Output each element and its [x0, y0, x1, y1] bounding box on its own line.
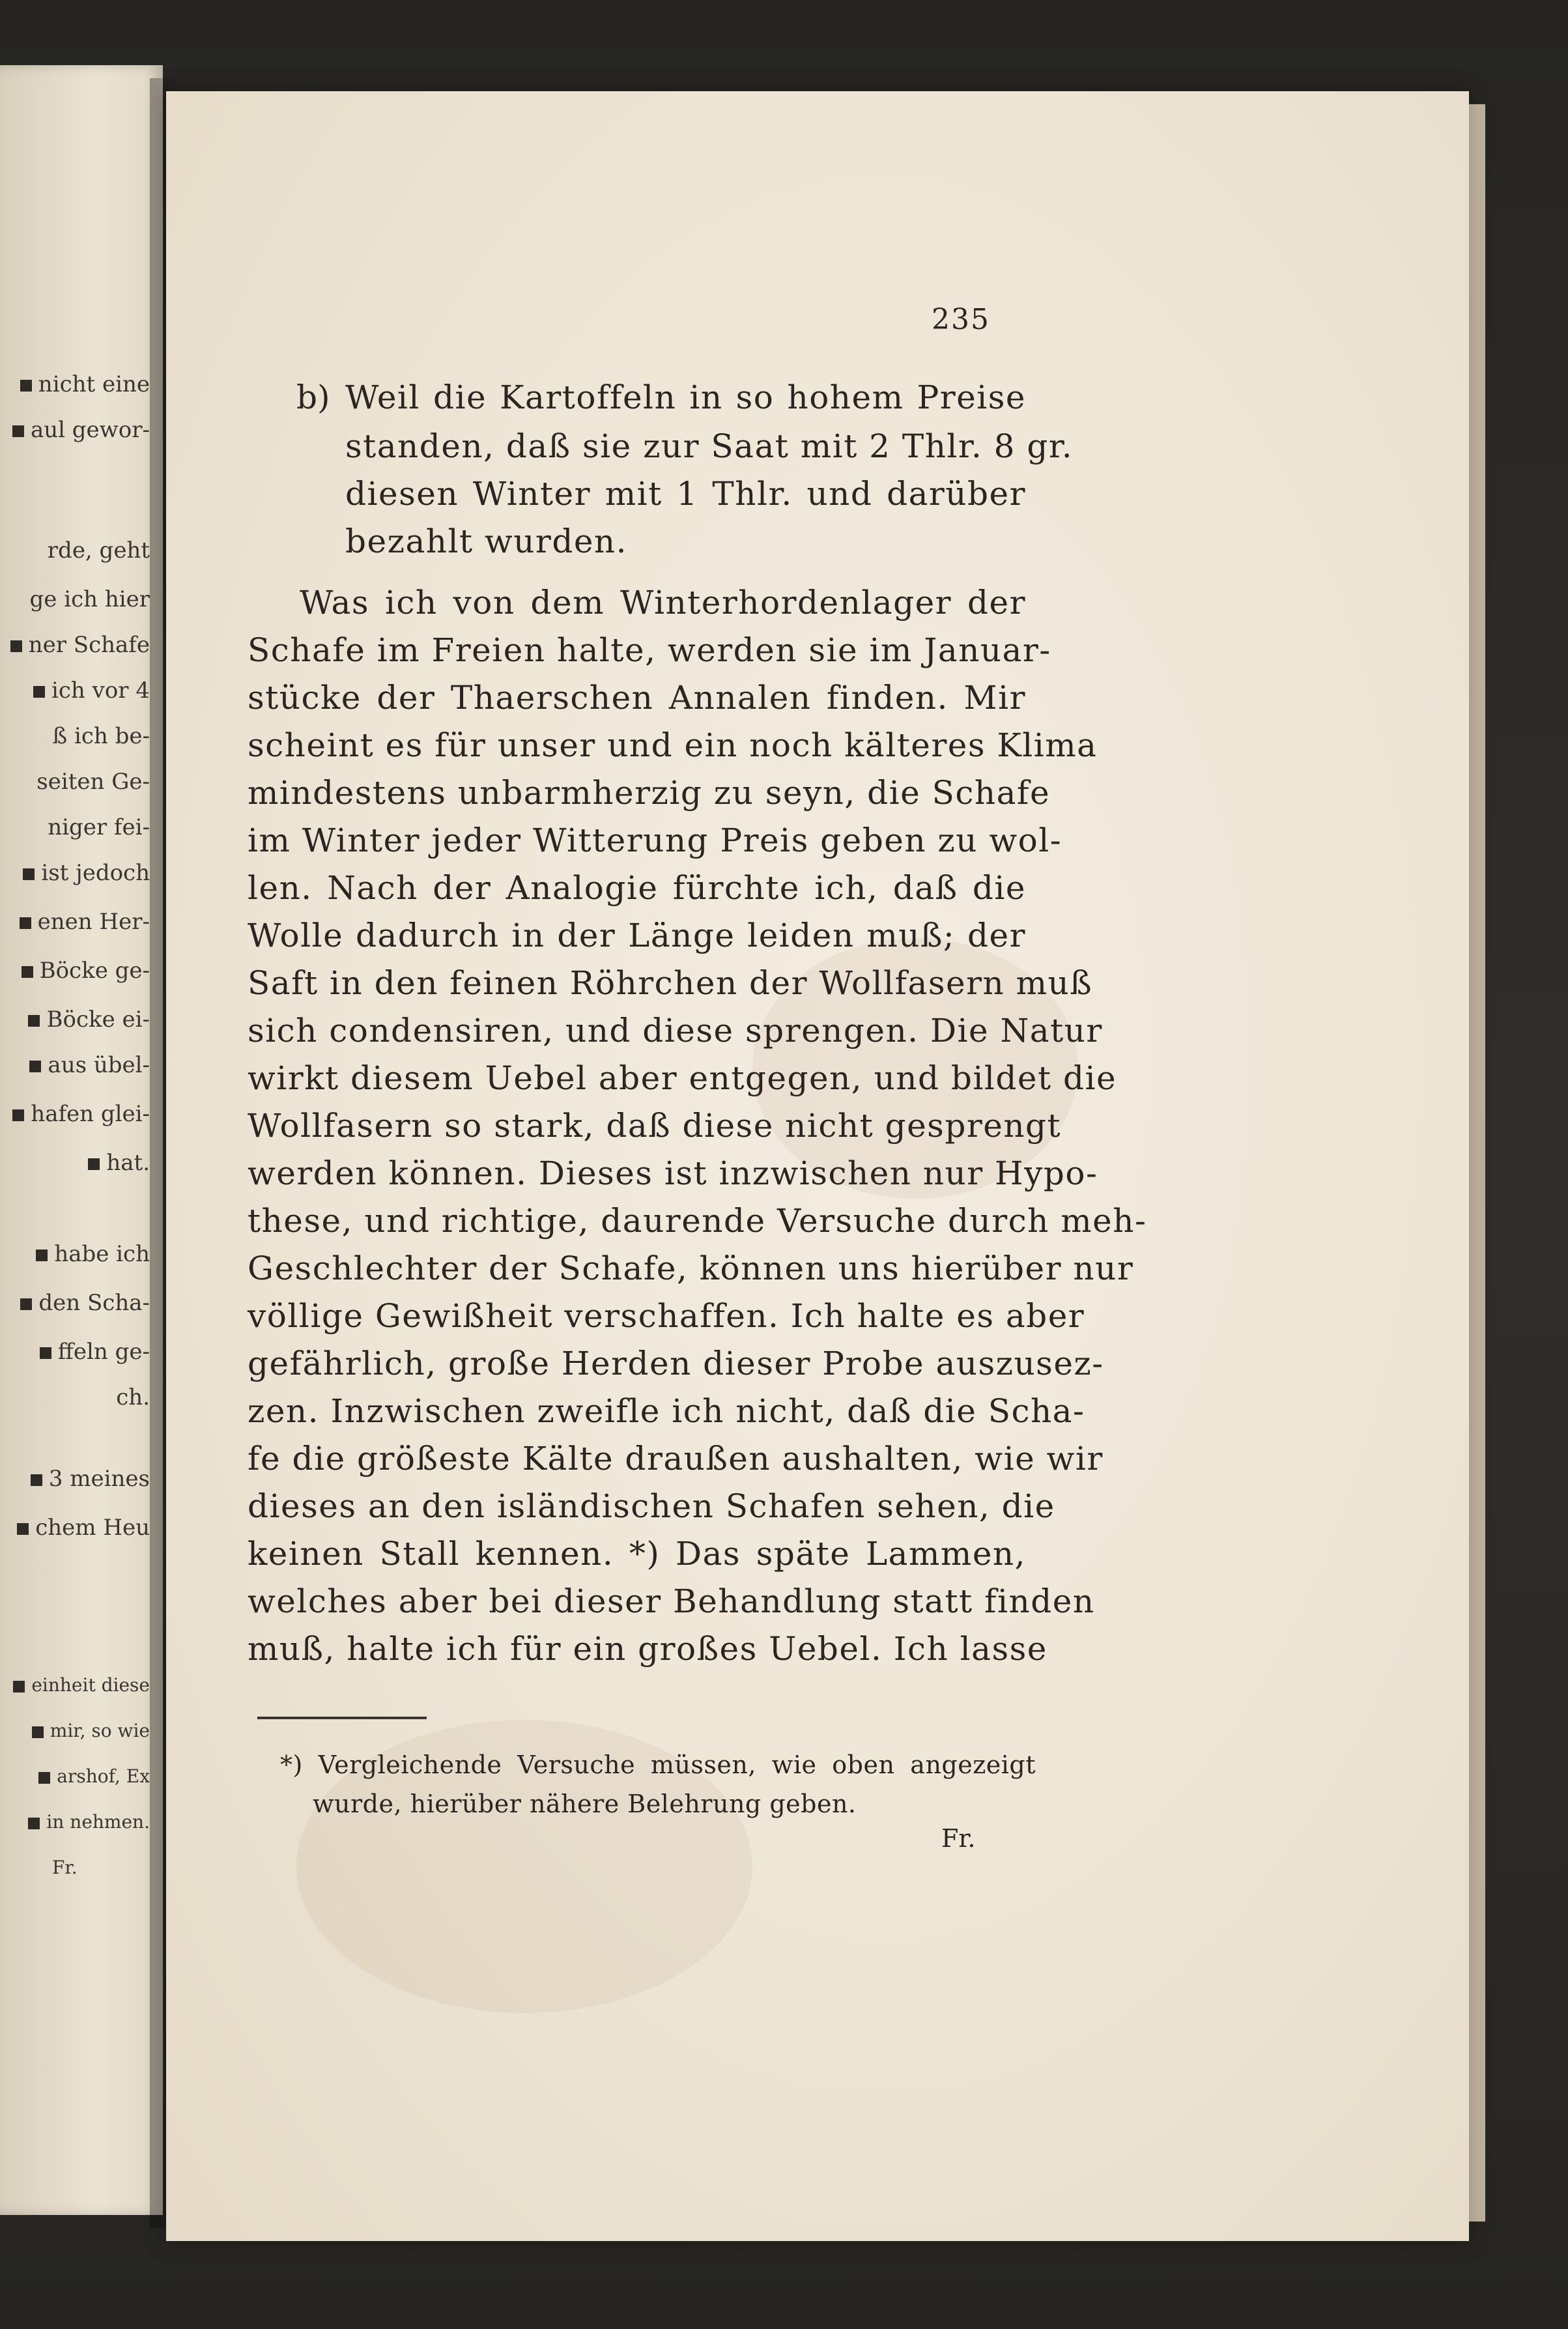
text-line: len. Nach der Analogie fürchte ich, daß die [248, 869, 1026, 907]
left-page-fragment: chem Heu [0, 1515, 163, 1541]
text-line: zen. Inzwischen zweifle ich nicht, daß die Scha- [248, 1392, 1085, 1430]
text-line: Wollfasern so stark, daß diese nicht gesprengt [248, 1107, 1062, 1145]
text-line: im Winter jeder Witterung Preis geben zu wol- [248, 822, 1062, 859]
footnote-line: wurde, hierüber nähere Belehrung geben. [313, 1790, 857, 1818]
left-page-fragment: hafen glei- [0, 1101, 163, 1127]
text-line: keinen Stall kennen. *) Das späte Lammen, [248, 1535, 1026, 1573]
left-page-fragment: hat. [0, 1150, 163, 1176]
left-page-fragment: Böcke ei- [0, 1007, 163, 1033]
text-line: werden können. Dieses ist inzwischen nur Hypo- [248, 1154, 1098, 1192]
text-line: Schafe im Freien halte, werden sie im Januar- [248, 631, 1051, 669]
left-page-fragment: niger fei- [48, 814, 150, 840]
text-line: Wolle dadurch in der Länge leiden muß; der [248, 917, 1026, 954]
text-line: dieses an den isländischen Schafen sehen, die [248, 1487, 1055, 1525]
text-line: bezahlt wurden. [345, 522, 628, 560]
left-page-fragment: habe ich [0, 1241, 163, 1267]
text-line: Geschlechter der Schafe, können uns hierüber nur [248, 1250, 1134, 1287]
left-page-fragment: nicht eine [0, 371, 163, 397]
left-page-fragment: einheit diese [0, 1674, 163, 1696]
left-page-fragment: ist jedoch [0, 860, 163, 886]
text-line: gefährlich, große Herden dieser Probe auszusez- [248, 1345, 1104, 1382]
text-line: völlige Gewißheit verschaffen. Ich halte es aber [248, 1297, 1085, 1335]
left-page-fragment: den Scha- [0, 1290, 163, 1316]
left-page-fragment: ner Schafe [0, 632, 163, 658]
left-page-fragment: in nehmen. [0, 1811, 163, 1833]
previous-page [0, 65, 163, 2215]
list-item-marker: b) [296, 379, 330, 416]
left-page-fragment: ch. [116, 1384, 150, 1410]
left-page-fragment: aul gewor- [0, 417, 163, 443]
text-line: these, und richtige, daurende Versuche durch meh- [248, 1202, 1147, 1240]
text-line: mindestens unbarmherzig zu seyn, die Schafe [248, 774, 1051, 812]
left-page-fragment: ß ich be- [52, 723, 150, 749]
left-page-fragment: enen Her- [0, 909, 163, 935]
left-page-fragment: rde, geht [47, 537, 150, 564]
left-page-fragment: seiten Ge- [36, 769, 150, 795]
footnote-separator [257, 1717, 427, 1719]
footnote-signature: Fr. [941, 1824, 976, 1853]
text-line: muß, halte ich für ein großes Uebel. Ich lasse [248, 1630, 1048, 1668]
text-line: wirkt diesem Uebel aber entgegen, und bildet die [248, 1059, 1117, 1097]
left-page-fragment: aus übel- [0, 1052, 163, 1078]
left-page-fragment: mir, so wie [0, 1720, 163, 1741]
text-line: stücke der Thaerschen Annalen finden. Mir [248, 679, 1026, 717]
text-line: welches aber bei dieser Behandlung statt finden [248, 1582, 1095, 1620]
left-page-fragment: 3 meines [0, 1466, 163, 1492]
left-page-fragment: Böcke ge- [0, 958, 163, 984]
text-line: standen, daß sie zur Saat mit 2 Thlr. 8 gr. [345, 427, 1074, 465]
page-number: 235 [932, 303, 990, 336]
footnote-line: *) Vergleichende Versuche müssen, wie oben angezeigt [280, 1750, 1036, 1779]
left-page-fragment: Fr. [52, 1857, 78, 1878]
text-line: Was ich von dem Winterhordenlager der [300, 584, 1026, 622]
left-page-fragment: arshof, Ex [0, 1765, 163, 1787]
text-line: Saft in den feinen Röhrchen der Wollfasern muß [248, 964, 1093, 1002]
text-line: diesen Winter mit 1 Thlr. und darüber [345, 475, 1026, 513]
left-page-fragment: ffeln ge- [0, 1339, 163, 1365]
text-line: Weil die Kartoffeln in so hohem Preise [345, 379, 1026, 416]
left-page-fragment: ge ich hier [29, 586, 150, 612]
text-line: scheint es für unser und ein noch kälteres Klima [248, 726, 1098, 764]
text-line: fe die größeste Kälte draußen aushalten, wie wir [248, 1440, 1104, 1478]
left-page-fragment: ich vor 4 [0, 678, 163, 704]
text-line: sich condensiren, und diese sprengen. Die Natur [248, 1012, 1103, 1050]
